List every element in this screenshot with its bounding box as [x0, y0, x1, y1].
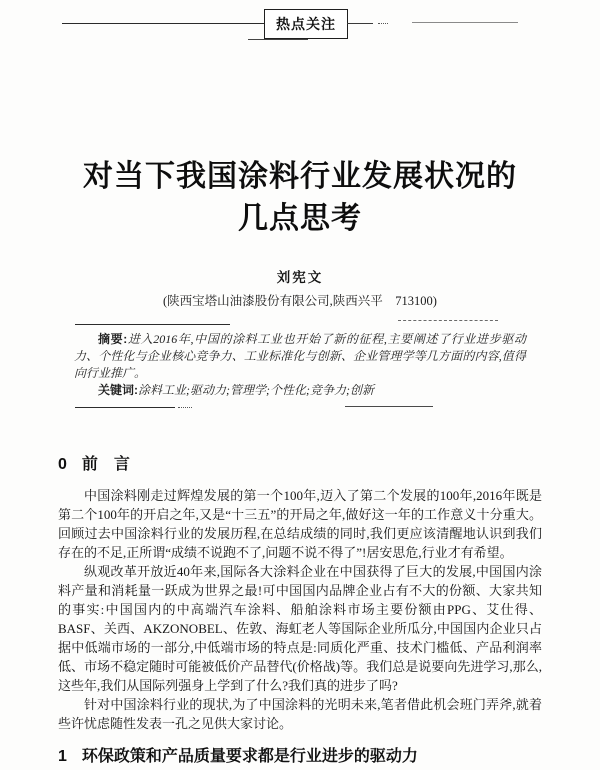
page-header: [0, 8, 600, 44]
article-title-line-1: 对当下我国涂料行业发展状况的: [83, 160, 517, 193]
section-1-number: 1: [58, 748, 67, 765]
keywords-label: 关键词:: [98, 383, 138, 397]
header-rule-tail: [248, 39, 308, 40]
section-0-paragraph-3: 针对中国涂料行业的现状,为了中国涂料的光明未来,笔者借此机会班门弄斧,就着些许忧虑随性发表一孔之见供大家讨论。: [58, 697, 542, 731]
rule-segment: [398, 320, 498, 321]
keywords-paragraph: [74, 382, 526, 399]
article-title-line-2: 几点思考: [238, 202, 362, 235]
rule-segment: [345, 406, 433, 407]
header-rule-left: [62, 23, 264, 24]
author-name: 刘宪文: [276, 270, 324, 285]
abstract-block: [74, 331, 526, 399]
article-content: [0, 156, 600, 770]
section-0-paragraph-2: 纵观改革开放近40年来,国际各大涂料企业在中国获得了巨大的发展,中国国内涂料产量和消耗量一跃成为世界之最!可中国国内品牌企业占有不大的份额、大家共知的事实:中国国内的中高端汽车涂料、船舶涂料市场主要份额由PPG、艾仕得、BASF、关西、AKZONOBEL、佐敦、海虹老人等国际企业所瓜分,中国国内企业只占据中低端市场的一部分,中低端市场的特点是:同质化严重、技术门槛低、产品利润率低、市场不稳定随时可能被低价产品替代(价格战)等。我们总是说要向先进学习,那么,这些年,我们从国际列强身上学到了什么?我们真的进步了吗?: [58, 564, 542, 693]
topic-tag-label: 热点关注: [276, 16, 336, 32]
abstract-paragraph: [74, 331, 526, 382]
section-0-title: 前 言: [81, 456, 130, 473]
abstract-label: 摘要:: [98, 332, 128, 346]
topic-tag-box: [264, 9, 348, 39]
keywords-text: 涂料工业;驱动力;管理学;个性化;竞争力;创新: [138, 383, 374, 397]
section-0-paragraph-1: 中国涂料刚走过辉煌发展的第一个100年,迈入了第二个发展的100年,2016年既是第二个100年的开启之年,又是“十三五”的开局之年,做好这一年的工作意义十分重大。回顾过去中国涂料行业的发展历程,在总结成绩的同时,我们更应该清醒地认识到我们存在的不足,正所谓“成绩不说跑不了,问题不说不得了”!居安思危,行业才有希望。: [58, 488, 542, 560]
section-1-title: 环保政策和产品质量要求都是行业进步的驱动力: [81, 748, 418, 765]
abstract-text: 进入2016年,中国的涂料工业也开始了新的征程,主要阐述了行业进步驱动力、个性化与企业核心竞争力、工业标准化与创新、企业管理学等几方面的内容,值得向行业推广。: [74, 332, 526, 380]
article-title: [58, 156, 542, 240]
section-1-heading: [58, 743, 542, 766]
abstract-rule-top: [58, 324, 542, 326]
rule-segment: [75, 324, 230, 325]
section-0-number: 0: [58, 456, 67, 473]
abstract-rule-bottom: [58, 407, 542, 409]
header-rule-right-dotted: [378, 23, 388, 24]
header-rule-right-short: [347, 23, 373, 24]
rule-segment: [178, 407, 192, 408]
affiliation: (陕西宝塔山油漆股份有限公司,陕西兴平 713100): [163, 294, 437, 308]
header-rule-right-long: [412, 22, 518, 23]
rule-segment: [75, 407, 175, 408]
section-0-heading: [58, 451, 542, 474]
